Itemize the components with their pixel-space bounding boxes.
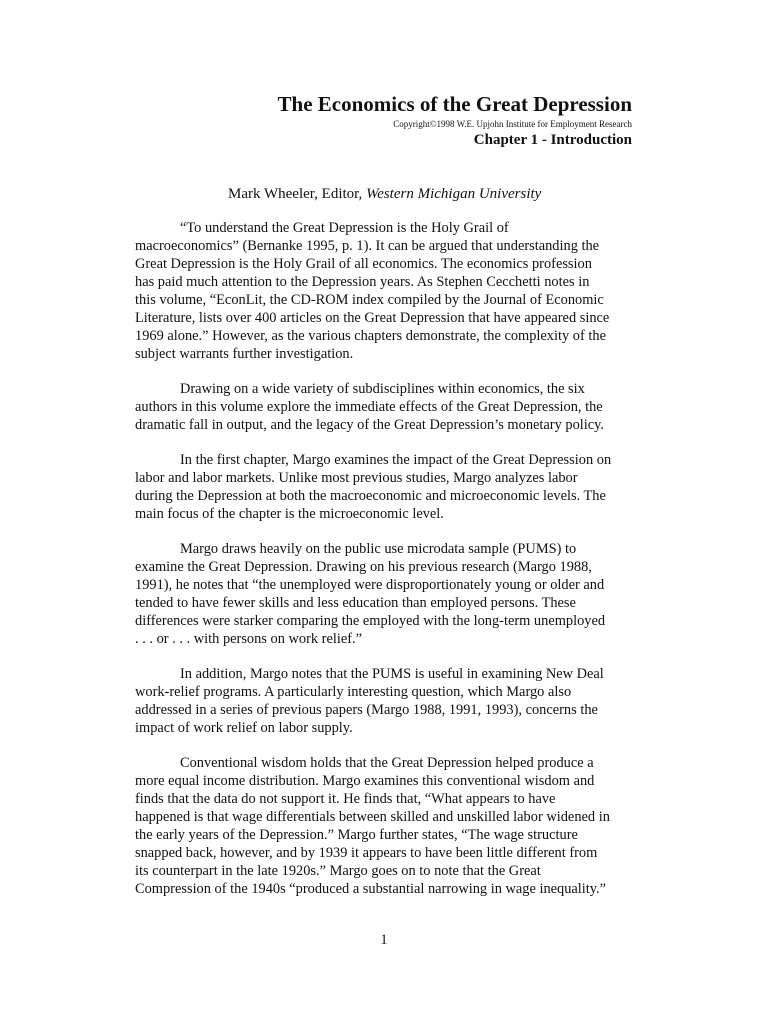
- paragraph-line: differences were starker comparing the employed with the long-term unemployed: [135, 613, 606, 629]
- paragraph-line: In addition, Margo notes that the PUMS is useful in examining New Deal: [180, 666, 604, 682]
- author-name: Mark Wheeler, Editor,: [228, 186, 367, 202]
- paragraph-line: Conventional wisdom holds that the Great Depression helped produce a: [180, 755, 594, 771]
- paragraph-line: snapped back, however, and by 1939 it appears to have been little different from: [135, 845, 598, 861]
- paragraph-line: its counterpart in the late 1920s.” Margo goes on to note that the Great: [135, 863, 541, 879]
- author-line: [228, 184, 541, 204]
- paragraph-line: Margo draws heavily on the public use microdata sample (PUMS) to: [180, 541, 577, 557]
- paragraph-line: examine the Great Depression. Drawing on his previous research (Margo 1988,: [135, 559, 592, 575]
- paragraph-line: dramatic fall in output, and the legacy of the Great Depression’s monetary policy.: [135, 417, 605, 433]
- body-paragraph: [135, 540, 635, 648]
- paragraph-line: macroeconomics” (Bernanke 1995, p. 1). It can be argued that understanding the: [135, 238, 600, 254]
- body-paragraph: [135, 665, 635, 737]
- paragraph-line: authors in this volume explore the immediate effects of the Great Depression, the: [135, 399, 603, 415]
- paragraph-line: 1991), he notes that “the unemployed were disproportionately young or older and: [135, 577, 605, 593]
- paragraph-line: finds that the data do not support it. He finds that, “What appears to have: [135, 791, 556, 807]
- paragraph-line: this volume, “EconLit, the CD-ROM index compiled by the Journal of Economic: [135, 292, 604, 308]
- body-paragraph: [135, 451, 635, 523]
- paragraph-line: In the first chapter, Margo examines the impact of the Great Depression on: [180, 452, 612, 468]
- paragraph-line: happened is that wage differentials between skilled and unskilled labor widened in: [135, 809, 610, 825]
- paragraph-line: more equal income distribution. Margo examines this conventional wisdom and: [135, 773, 595, 789]
- paragraph-line: Great Depression is the Holy Grail of all economics. The economics profession: [135, 256, 592, 272]
- paragraph-line: Literature, lists over 400 articles on the Great Depression that have appeared since: [135, 310, 610, 326]
- paragraph-line: work-relief programs. A particularly interesting question, which Margo also: [135, 684, 572, 700]
- paragraph-line: has paid much attention to the Depression years. As Stephen Cecchetti notes in: [135, 274, 590, 290]
- paragraph-line: during the Depression at both the macroeconomic and microeconomic levels. The: [135, 488, 606, 504]
- copyright-notice: Copyright©1998 W.E. Upjohn Institute for Employment Research: [393, 119, 632, 129]
- page-number: 1: [380, 932, 388, 948]
- chapter-heading: Chapter 1 - Introduction: [473, 132, 632, 148]
- paragraph-line: 1969 alone.” However, as the various chapters demonstrate, the complexity of the: [135, 328, 606, 344]
- body-paragraph: [135, 380, 635, 434]
- paragraph-line: impact of work relief on labor supply.: [135, 720, 353, 736]
- body-paragraph: [135, 219, 635, 363]
- body-text: [135, 219, 635, 915]
- paragraph-line: subject warrants further investigation.: [135, 346, 354, 362]
- paragraph-line: Drawing on a wide variety of subdisciplines within economics, the six: [180, 381, 585, 397]
- paragraph-line: tended to have fewer skills and less education than employed persons. These: [135, 595, 576, 611]
- paragraph-line: “To understand the Great Depression is the Holy Grail of: [180, 220, 509, 236]
- paragraph-line: labor and labor markets. Unlike most previous studies, Margo analyzes labor: [135, 470, 578, 486]
- document-title: The Economics of the Great Depression: [277, 92, 632, 116]
- document-header: [278, 90, 632, 150]
- paragraph-line: the early years of the Depression.” Margo further states, “The wage structure: [135, 827, 578, 843]
- paragraph-line: . . . or . . . with persons on work relief.”: [135, 631, 363, 647]
- paragraph-line: main focus of the chapter is the microeconomic level.: [135, 506, 444, 522]
- body-paragraph: [135, 754, 635, 898]
- paragraph-line: addressed in a series of previous papers (Margo 1988, 1991, 1993), concerns the: [135, 702, 598, 718]
- paragraph-line: Compression of the 1940s “produced a substantial narrowing in wage inequality.”: [135, 881, 607, 897]
- author-affiliation: Western Michigan University: [366, 186, 542, 202]
